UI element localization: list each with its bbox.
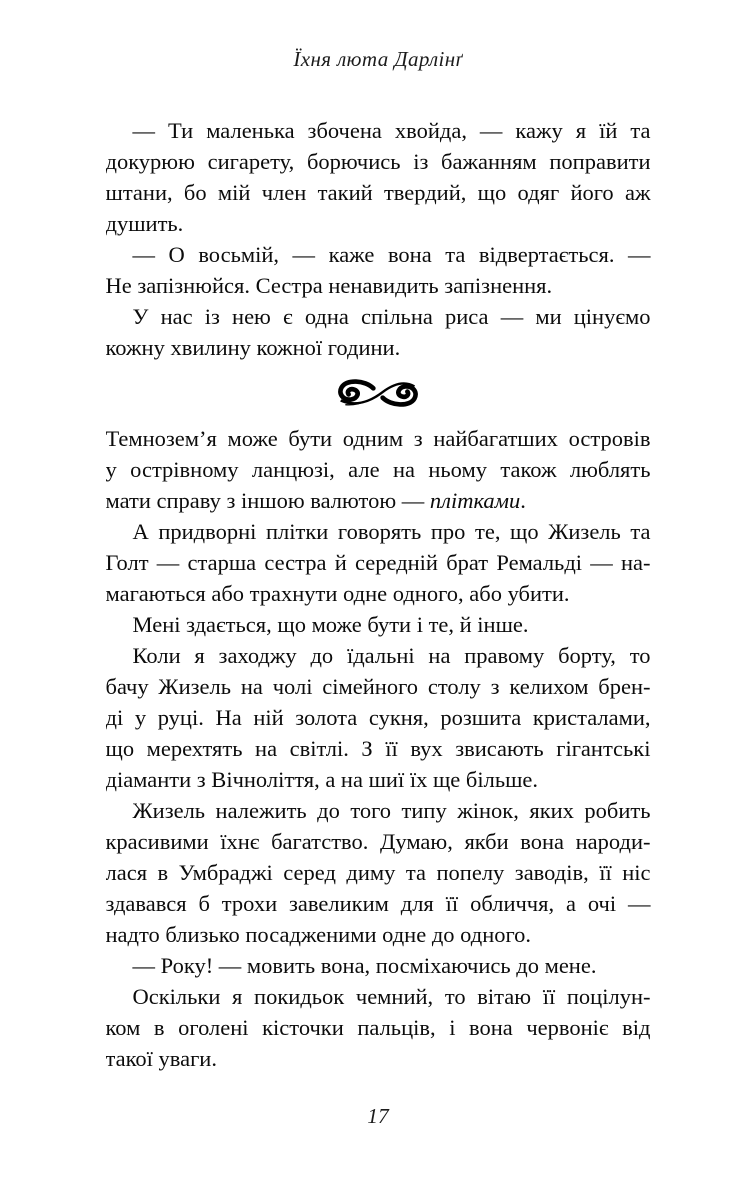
text-line: кожну хвилину кожної години. xyxy=(105,335,401,360)
paragraph xyxy=(106,640,651,795)
text-line: Голт — старша сестра й середній брат Ремальді — на- xyxy=(105,550,651,575)
text-line: ді у руці. На ній золота сукня, розшита кристалами, xyxy=(105,705,651,730)
text-line: Жизель належить до того типу жінок, яких робить xyxy=(132,798,651,823)
paragraph xyxy=(106,115,651,239)
paragraph xyxy=(106,239,651,301)
italic-word: плітками xyxy=(429,488,521,513)
text-segment: . xyxy=(520,488,526,513)
text-line: здавався б трохи завеликим для її обличчя, а очі — xyxy=(105,891,651,916)
text-line: А придворні плітки говорять про те, що Жизель та xyxy=(132,519,651,544)
text-line: у острівному ланцюзі, але на ньому також люблять xyxy=(105,457,651,482)
text-line: магаються або трахнути одне одного, або убити. xyxy=(105,581,570,606)
text-line: надто близько посадженими одне до одного. xyxy=(105,922,532,947)
text-line: Коли я заходжу до їдальні на правому борту, то xyxy=(132,643,651,668)
section-divider xyxy=(106,363,651,423)
text-line: бачу Жизель на чолі сімейного столу з келихом брен- xyxy=(105,674,651,699)
text-line: діаманти з Вічноліття, а на шиї їх ще більше. xyxy=(105,767,539,792)
paragraph xyxy=(106,981,651,1074)
page-number: 17 xyxy=(367,1104,389,1128)
text-line: Мені здається, що може бути і те, й інше. xyxy=(132,612,529,637)
running-head-title: Їхня люта Дарлінґ xyxy=(293,47,463,71)
swirl-flourish-icon xyxy=(330,379,426,407)
paragraph xyxy=(106,516,651,609)
text-line: У нас із нею є одна спільна риса — ми цінуємо xyxy=(132,304,651,329)
text-line: — Ти маленька збочена хвойда, — кажу я їй та xyxy=(132,118,651,143)
paragraph xyxy=(106,609,651,640)
text-line: душить. xyxy=(105,211,184,236)
body-text-block xyxy=(106,115,651,1074)
text-line: штани, бо мій член такий твердий, що одяг його аж xyxy=(105,180,651,205)
paragraph xyxy=(106,795,651,950)
text-line: ком в оголені кісточки пальців, і вона червоніє від xyxy=(105,1015,651,1040)
text-line: такої уваги. xyxy=(105,1046,217,1071)
text-line: Оскільки я покидьок чемний, то вітаю її поцілун- xyxy=(132,984,651,1009)
text-line: — Року! — мовить вона, посміхаючись до мене. xyxy=(132,953,597,978)
text-line: Не запізнюйся. Сестра ненавидить запізнення. xyxy=(105,273,553,298)
paragraph xyxy=(106,423,651,516)
text-line: докурюю сигарету, борючись із бажанням поправити xyxy=(105,149,651,174)
text-line: — О восьмій, — каже вона та відвертається. — xyxy=(132,242,651,267)
paragraph xyxy=(106,301,651,363)
text-segment: мати справу з іншою валютою — xyxy=(105,488,430,513)
text-line: лася в Умбраджі серед диму та попелу заводів, її ніс xyxy=(105,860,651,885)
text-line: Темнозем’я може бути одним з найбагатших островів xyxy=(105,426,651,451)
text-line: що мерехтять на світлі. З її вух звисають гігантські xyxy=(105,736,651,761)
text-line xyxy=(106,485,651,516)
text-line: красивими їхнє багатство. Думаю, якби вона народи- xyxy=(105,829,651,854)
paragraph xyxy=(106,950,651,981)
